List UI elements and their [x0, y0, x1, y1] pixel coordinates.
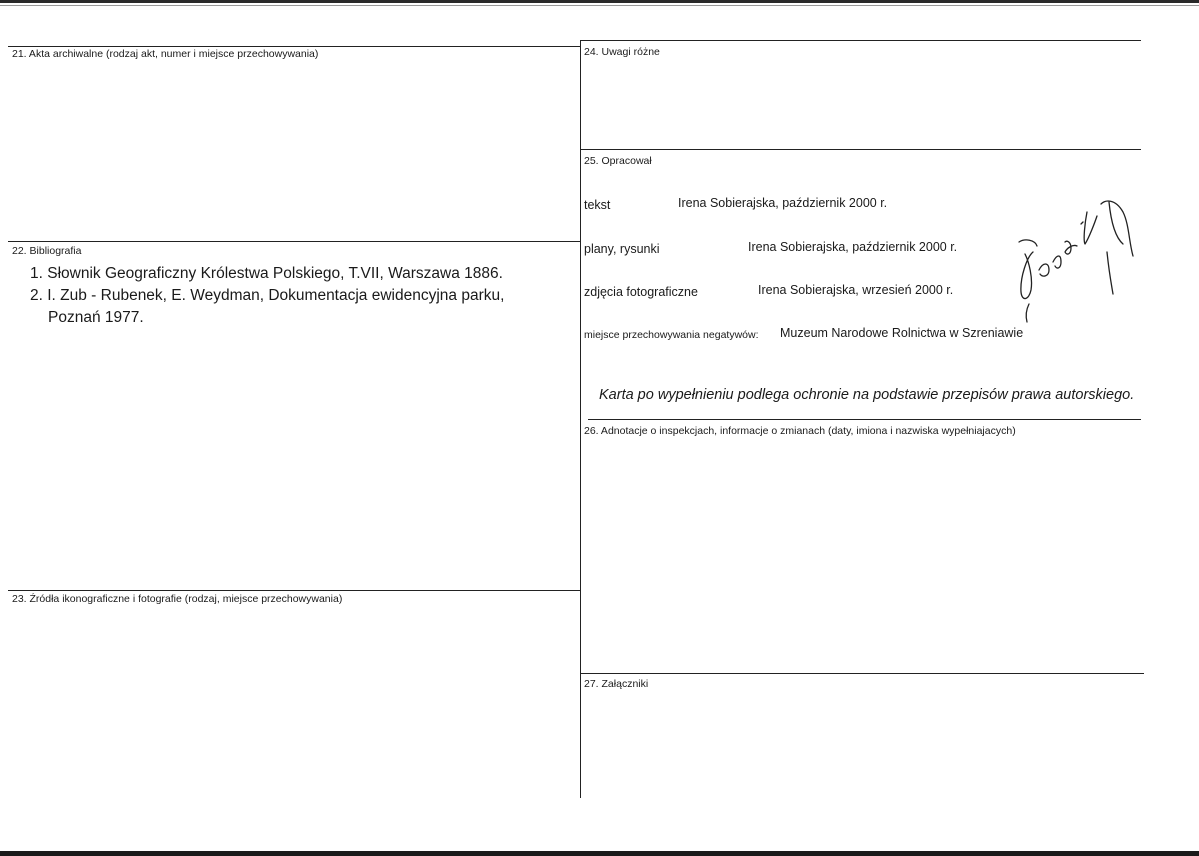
plany-value: Irena Sobierajska, październik 2000 r. [748, 240, 958, 254]
zdjecia-value: Irena Sobierajska, wrzesień 2000 r. [758, 283, 954, 297]
negatywy-value: Muzeum Narodowe Rolnictwa w Szreniawie [780, 326, 1024, 340]
zdjecia-label: zdjęcia fotograficzne [584, 285, 698, 299]
section-25-label: 25. Opracował [584, 155, 652, 167]
section-27-label: 27. Załączniki [584, 678, 649, 690]
scan-edge-top [0, 0, 1199, 3]
rule-s26 [588, 419, 1141, 420]
scan-edge-bottom [0, 851, 1199, 856]
section-26-label: 26. Adnotacje o inspekcjach, informacje o zmianach (daty, imiona i nazwiska wypełniajacych) [584, 425, 1016, 437]
scan-edge-top-line [0, 5, 1199, 6]
tekst-label: tekst [584, 198, 611, 212]
tekst-value: Irena Sobierajska, październik 2000 r. [678, 196, 888, 210]
bibliography-item: 1. Słownik Geograficzny Królestwa Polskiego, T.VII, Warszawa 1886. [30, 265, 503, 282]
bibliography-item: 2. I. Zub - Rubenek, E. Weydman, Dokumentacja ewidencyjna parku, [30, 287, 505, 304]
rule-s25 [581, 149, 1141, 150]
bibliography-list [30, 263, 504, 329]
negatywy-label: miejsce przechowywania negatywów: [584, 329, 759, 341]
section-24-label: 24. Uwagi różne [584, 46, 660, 58]
rule-s22 [8, 241, 581, 242]
copyright-note: Karta po wypełnieniu podlega ochronie na podstawie przepisów prawa autorskiego. [599, 387, 1135, 403]
section-21-label: 21. Akta archiwalne (rodzaj akt, numer i miejsce przechowywania) [12, 48, 319, 60]
rule-top-left [8, 46, 581, 47]
rule-s23 [8, 590, 581, 591]
handwritten-signature-icon [1005, 182, 1145, 332]
bibliography-item: Poznań 1977. [48, 309, 144, 326]
column-divider [580, 40, 581, 798]
rule-s27 [581, 673, 1144, 674]
rule-top-right [581, 40, 1141, 41]
plany-label: plany, rysunki [584, 242, 660, 256]
section-23-label: 23. Źródła ikonograficzne i fotografie (rodzaj, miejsce przechowywania) [12, 593, 343, 605]
section-22-label: 22. Bibliografia [12, 245, 82, 257]
